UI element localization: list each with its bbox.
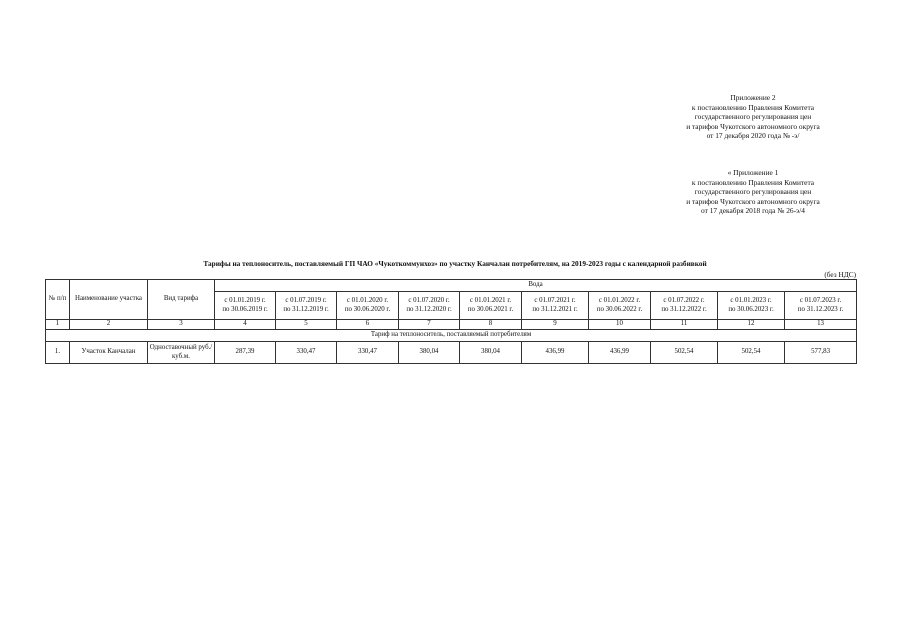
column-number: 8 <box>460 320 522 330</box>
period-header <box>460 292 522 320</box>
column-number: 10 <box>589 320 651 330</box>
section-row <box>46 330 857 342</box>
period-from: с 01.07.2020 г. <box>408 296 450 304</box>
header-water: Вода <box>215 280 857 292</box>
row-num: 1. <box>46 342 70 364</box>
period-header <box>337 292 399 320</box>
tariff-table <box>45 279 857 364</box>
header-name: Наименование участка <box>70 280 148 320</box>
column-number: 9 <box>522 320 589 330</box>
appendix-1-line: к постановлению Правления Комитета <box>691 177 815 187</box>
appendix-2-line: Приложение 2 <box>730 93 776 102</box>
appendix-2-line: к постановлению Правления Комитета <box>691 102 815 112</box>
period-to: по 30.06.2020 г. <box>344 305 391 313</box>
column-number: 6 <box>337 320 399 330</box>
tariff-value: 577,83 <box>785 342 857 364</box>
period-to: по 31.12.2019 г. <box>283 305 329 313</box>
period-from: с 01.01.2021 г. <box>469 296 512 304</box>
column-number: 3 <box>148 320 215 330</box>
appendix-1-line: и тарифов Чукотского автономного округа <box>686 196 820 206</box>
period-header <box>399 292 460 320</box>
tariff-value: 330,47 <box>337 342 399 364</box>
appendix-2-block <box>668 93 838 141</box>
period-from: с 01.01.2022 г. <box>598 296 641 304</box>
appendix-1-block <box>668 168 838 216</box>
header-row-water <box>46 280 857 292</box>
tariff-value: 502,54 <box>718 342 785 364</box>
period-header <box>718 292 785 320</box>
tariff-value: 436,99 <box>522 342 589 364</box>
column-number: 12 <box>718 320 785 330</box>
appendix-2-line: от 17 декабря 2020 года № -э/ <box>706 131 800 141</box>
document-title: Тарифы на теплоноситель, поставляемый ГП ЧАО «Чукоткоммунхоз» по участку Канчалан потребителям, на 2019-2023 годы с календарной разбивкой <box>203 259 707 268</box>
period-header <box>215 292 276 320</box>
period-to: по 31.12.2023 г. <box>797 305 844 313</box>
appendix-2-line: и тарифов Чукотского автономного округа <box>686 121 820 131</box>
tariff-value: 380,04 <box>399 342 460 364</box>
tariff-value: 436,99 <box>589 342 651 364</box>
period-header <box>276 292 337 320</box>
table-row <box>46 342 857 364</box>
column-number: 11 <box>651 320 718 330</box>
tariff-value: 330,47 <box>276 342 337 364</box>
period-from: с 01.07.2019 г. <box>285 296 327 304</box>
period-from: с 01.01.2019 г. <box>224 296 266 304</box>
period-to: по 30.06.2019 г. <box>222 305 268 313</box>
period-header <box>785 292 857 320</box>
period-header <box>651 292 718 320</box>
period-to: по 31.12.2020 г. <box>406 305 452 313</box>
tariff-value: 287,39 <box>215 342 276 364</box>
column-number: 13 <box>785 320 857 330</box>
vat-note: (без НДС) <box>824 270 856 279</box>
column-number: 7 <box>399 320 460 330</box>
appendix-1-line: от 17 декабря 2018 года № 26-э/4 <box>701 206 805 216</box>
column-number: 1 <box>46 320 70 330</box>
column-number: 4 <box>215 320 276 330</box>
period-to: по 30.06.2021 г. <box>467 305 514 313</box>
row-tariff-type: Одноставочный руб./куб.м. <box>148 342 215 364</box>
appendix-1-line: государственного регулирования цен <box>694 187 812 197</box>
appendix-1-line: « Приложение 1 <box>727 168 779 177</box>
tariff-value: 380,04 <box>460 342 522 364</box>
header-num: № п/п <box>46 280 70 320</box>
period-from: с 01.07.2023 г. <box>799 296 842 304</box>
tariff-value: 502,54 <box>651 342 718 364</box>
column-number-row <box>46 320 857 330</box>
column-number: 5 <box>276 320 337 330</box>
period-to: по 30.06.2023 г. <box>728 305 774 313</box>
period-header <box>589 292 651 320</box>
period-to: по 30.06.2022 г. <box>596 305 643 313</box>
period-header <box>522 292 589 320</box>
period-from: с 01.01.2020 г. <box>346 296 389 304</box>
period-from: с 01.07.2021 г. <box>534 296 576 304</box>
row-name: Участок Канчалан <box>70 342 148 364</box>
period-from: с 01.07.2022 г. <box>663 296 705 304</box>
column-number: 2 <box>70 320 148 330</box>
period-to: по 31.12.2021 г. <box>532 305 578 313</box>
header-tariff-type: Вид тарифа <box>148 280 215 320</box>
period-from: с 01.01.2023 г. <box>730 296 772 304</box>
period-to: по 31.12.2022 г. <box>661 305 707 313</box>
appendix-2-line: государственного регулирования цен <box>694 112 812 122</box>
section-label: Тариф на теплоноситель, поставляемый потребителям <box>46 330 857 342</box>
